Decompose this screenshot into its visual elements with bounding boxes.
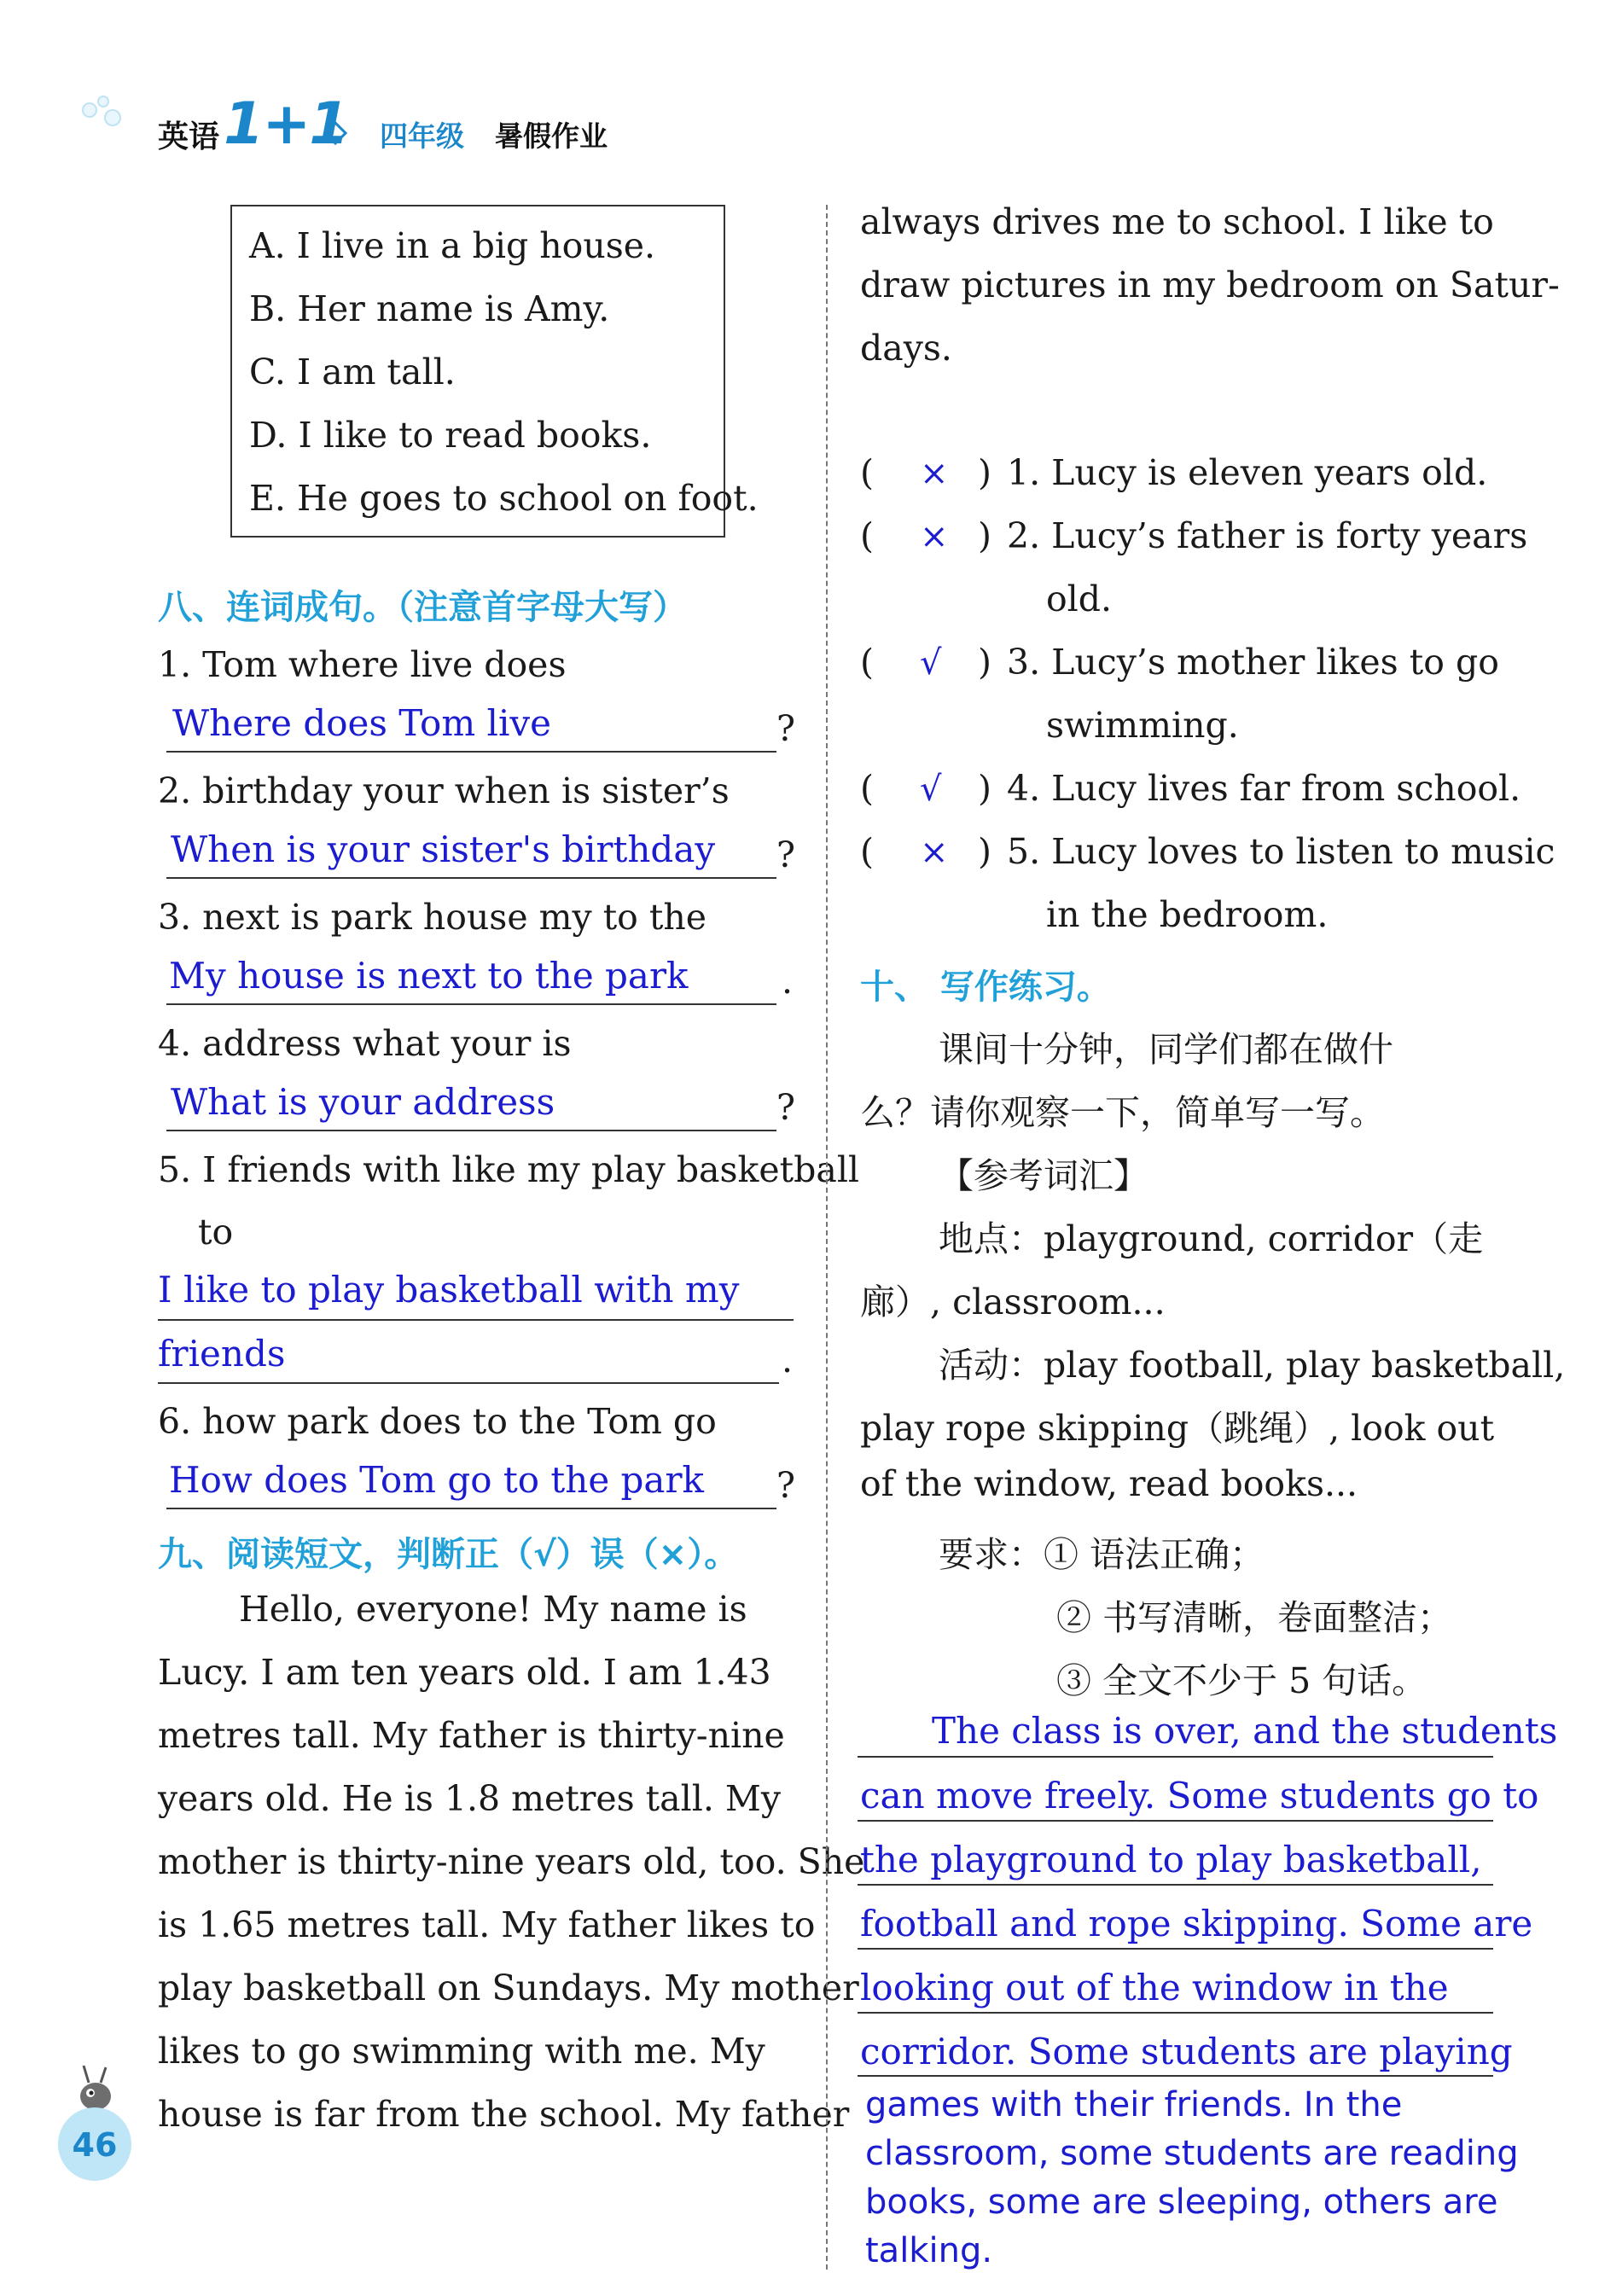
essay-line: books, some are sleeping, others are — [865, 2183, 1498, 2222]
passage-line: always drives me to school. I like to — [860, 201, 1494, 242]
options-box — [230, 205, 759, 538]
s8-q3-words: 3. next is park house my to the — [158, 897, 707, 938]
judgement-mark: × — [920, 833, 949, 872]
option-b: B. Her name is Amy. — [249, 288, 610, 329]
s8-q6-punct: ? — [776, 1465, 795, 1506]
vocab-activity: 活动：play football, play basketball, — [939, 1345, 1566, 1386]
requirement: ③ 全文不少于 5 句话。 — [1056, 1660, 1427, 1701]
judgement-text-line2: swimming. — [1046, 705, 1239, 746]
column-divider — [826, 205, 828, 2270]
answer-line — [858, 1820, 1493, 1822]
vocab-activity-line3: of the window, read books... — [860, 1463, 1358, 1504]
judgement-mark: × — [920, 517, 949, 556]
essay-line: classroom, some students are reading — [865, 2134, 1519, 2173]
essay-line: talking. — [865, 2231, 993, 2270]
header-bubbles-decoration — [78, 94, 130, 128]
answer-line — [166, 751, 776, 753]
s8-q1-answer: Where does Tom live — [172, 702, 551, 744]
passage-line: Hello, everyone! My name is — [239, 1589, 747, 1630]
passage-line: years old. He is 1.8 metres tall. My — [158, 1778, 782, 1819]
answer-line — [158, 1382, 779, 1384]
passage-line: mother is thirty-nine years old, too. She — [158, 1841, 865, 1882]
s8-q3-answer: My house is next to the park — [169, 955, 689, 997]
s8-q2-answer: When is your sister's birthday — [171, 828, 716, 870]
judgement-text-line2: old. — [1046, 578, 1113, 619]
vocab-place-line2: 廊）, classroom... — [860, 1282, 1166, 1322]
header-book-title: 暑假作业 — [495, 119, 608, 153]
answer-line — [858, 2075, 1493, 2077]
passage-line: likes to go swimming with me. My — [158, 2031, 765, 2072]
passage-line: days. — [860, 328, 952, 369]
s8-q5-answer-line2: friends — [158, 1333, 286, 1375]
passage-line: metres tall. My father is thirty-nine — [158, 1715, 785, 1756]
s8-q2-punct: ? — [776, 834, 795, 875]
section9-title: 九、阅读短文，判断正（√）误（×）。 — [158, 1535, 739, 1574]
judgement-mark: √ — [920, 770, 942, 809]
option-e: E. He goes to school on foot. — [249, 478, 759, 519]
s8-q2-words: 2. birthday your when is sister’s — [158, 770, 730, 811]
s8-q6-words: 6. how park does to the Tom go — [158, 1401, 717, 1442]
answer-line — [858, 1884, 1493, 1886]
judgement-text: 4. Lucy lives far from school. — [1007, 768, 1521, 809]
vocab-title: 【参考词汇】 — [939, 1155, 1148, 1196]
answer-line — [158, 1319, 794, 1321]
answer-line — [858, 1948, 1493, 1950]
s8-q4-punct: ? — [776, 1087, 795, 1128]
header-logo: 1+1 — [224, 90, 348, 158]
judgement-text: 3. Lucy’s mother likes to go — [1007, 642, 1499, 683]
s8-q1-words: 1. Tom where live does — [158, 644, 567, 685]
essay-line: games with their friends. In the — [865, 2085, 1403, 2125]
essay-line: corridor. Some students are playing — [860, 2031, 1513, 2072]
essay-line: The class is over, and the students — [932, 1710, 1558, 1752]
passage-line: Lucy. I am ten years old. I am 1.43 — [158, 1652, 771, 1693]
passage-line: house is far from the school. My father — [158, 2094, 850, 2135]
vocab-place: 地点：playground, corridor（走 — [939, 1218, 1484, 1259]
essay-line: football and rope skipping. Some are — [860, 1903, 1533, 1944]
answer-line — [858, 1756, 1493, 1758]
writing-prompt-line2: 么？请你观察一下，简单写一写。 — [860, 1092, 1385, 1133]
option-d: D. I like to read books. — [249, 415, 652, 456]
section10-title: 十、 写作练习。 — [860, 968, 1111, 1007]
answer-line — [166, 1003, 776, 1005]
judgement-text-line2: in the bedroom. — [1046, 894, 1329, 935]
essay-line: can move freely. Some students go to — [860, 1775, 1539, 1816]
s8-q4-words: 4. address what your is — [158, 1023, 572, 1064]
s8-q5-words: 5. I friends with like my play basketball — [158, 1149, 860, 1190]
answer-line — [166, 877, 776, 879]
judgement-text: 2. Lucy’s father is forty years — [1007, 515, 1528, 556]
s8-q4-answer: What is your address — [171, 1081, 555, 1123]
vocab-activity-line2: play rope skipping（跳绳）, look out — [860, 1408, 1495, 1449]
s8-q5-answer: I like to play basketball with my — [158, 1269, 740, 1311]
s8-q6-answer: How does Tom go to the park — [169, 1459, 704, 1501]
essay-line: looking out of the window in the — [860, 1967, 1449, 2008]
answer-line — [858, 2012, 1493, 2014]
s8-q1-punct: ? — [776, 708, 795, 749]
s8-q3-punct: . — [782, 961, 794, 1002]
s8-q5-words-line2: to — [198, 1212, 234, 1253]
header-grade: 四年级 — [380, 119, 464, 153]
page-number-badge — [58, 2107, 131, 2181]
judgement-mark: × — [920, 454, 949, 493]
judgement-mark: √ — [920, 643, 942, 683]
mascot-icon — [77, 2061, 114, 2112]
judgement-text: 5. Lucy loves to listen to music — [1007, 831, 1555, 872]
page-number: 46 — [72, 2126, 118, 2164]
header-subject: 英语 — [158, 119, 220, 154]
answer-line — [166, 1130, 776, 1131]
answer-line — [166, 1508, 776, 1509]
essay-line: the playground to play basketball, — [860, 1839, 1482, 1880]
passage-line: is 1.65 metres tall. My father likes to — [158, 1904, 816, 1945]
judgement-list: ( × ) 1. Lucy is eleven years old. ( × ) 2. Lucy’s father is forty years old. ( √ ) 3. Lucy’s mother likes to go swimming. ( √ ) 4. Lucy lives far from school. ( × ) 5. Lucy loves to listen to music in the bedroom. — [860, 452, 1555, 935]
requirement: ② 书写清晰，卷面整洁； — [1056, 1597, 1453, 1638]
s8-q5-punct: . — [782, 1340, 794, 1381]
option-a: A. I live in a big house. — [249, 225, 656, 266]
passage-line: draw pictures in my bedroom on Satur- — [860, 264, 1560, 305]
writing-prompt: 课间十分钟，同学们都在做什 — [939, 1029, 1393, 1070]
requirement: 要求：① 语法正确； — [939, 1534, 1265, 1575]
passage-line: play basketball on Sundays. My mother — [158, 1968, 859, 2008]
judgement-text: 1. Lucy is eleven years old. — [1007, 452, 1488, 493]
section8-title: 八、连词成句。（注意首字母大写） — [158, 588, 687, 627]
option-c: C. I am tall. — [249, 352, 456, 392]
